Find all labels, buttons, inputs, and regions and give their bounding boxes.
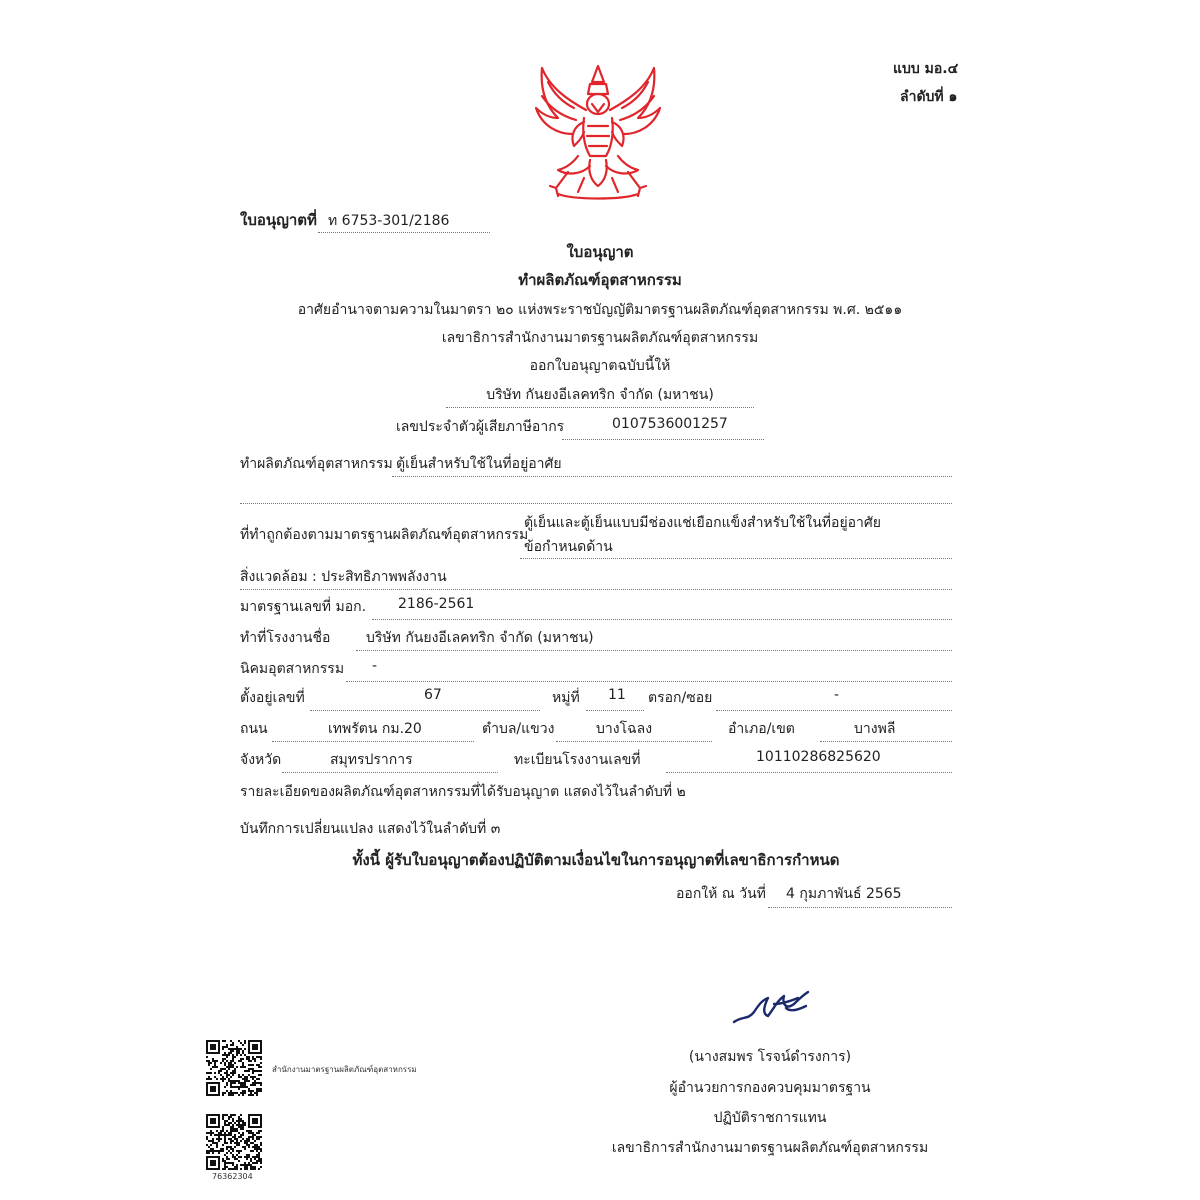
signatory-office: เลขาธิการสำนักงานมาตรฐานผลิตภัณฑ์อุตสาหกรรม xyxy=(611,1140,929,1156)
address-province-label: จังหวัด xyxy=(240,752,282,768)
issued-value: 4 กุมภาพันธ์ 2565 xyxy=(786,886,902,902)
address-soi-value: - xyxy=(834,687,840,703)
product-value: ตู้เย็นสำหรับใช้ในที่อยู่อาศัย xyxy=(396,456,562,472)
qr-code-top[interactable] xyxy=(206,1040,262,1096)
details-line2: บันทึกการเปลี่ยนแปลง แสดงไว้ในลำดับที่ ๓ xyxy=(240,821,501,837)
garuda-emblem xyxy=(528,60,668,202)
qr-code-bottom[interactable] xyxy=(206,1114,262,1170)
address-soi-label: ตรอก/ซอย xyxy=(648,690,713,706)
address-road-value: เทพรัตน กม.20 xyxy=(328,721,422,737)
garuda-icon xyxy=(528,60,668,202)
address-district-label: อำเภอ/เขต xyxy=(728,721,795,737)
address-moo-label: หมู่ที่ xyxy=(552,690,580,706)
standard-req-value1: ตู้เย็นและตู้เย็นแบบมีช่องแช่เยือกแข็งสำหรับใช้ในที่อยู่อาศัย xyxy=(524,515,882,531)
preamble-line1: อาศัยอำนาจตามความในมาตรา ๒๐ แห่งพระราชบัญญัติมาตรฐานผลิตภัณฑ์อุตสาหกรรม พ.ศ. ๒๕๑๑ xyxy=(297,302,903,318)
estate-value: - xyxy=(372,658,378,674)
form-code: แบบ มอ.๔ xyxy=(893,61,959,77)
standard-no-value: 2186-2561 xyxy=(398,596,475,612)
title-line1: ใบอนุญาต xyxy=(566,243,634,261)
factory-label: ทำที่โรงงานชื่อ xyxy=(240,630,331,646)
standard-req-label: ที่ทำถูกต้องตามมาตรฐานผลิตภัณฑ์อุตสาหกรรม xyxy=(240,527,529,543)
standard-req-value2: ข้อกำหนดด้าน xyxy=(524,539,613,555)
license-no-value: ท 6753-301/2186 xyxy=(328,213,450,229)
qr-number: 76362304 xyxy=(212,1172,253,1181)
address-district-value: บางพลี xyxy=(854,721,896,737)
estate-label: นิคมอุตสาหกรรม xyxy=(240,661,345,677)
address-no-value: 67 xyxy=(424,687,442,703)
signatory-acting: ปฏิบัติราชการแทน xyxy=(713,1110,827,1126)
address-province-value: สมุทรปราการ xyxy=(330,752,413,768)
environment-text: สิ่งแวดล้อม : ประสิทธิภาพพลังงาน xyxy=(240,569,447,585)
address-road-label: ถนน xyxy=(240,721,268,737)
license-no-label: ใบอนุญาตที่ xyxy=(240,211,317,229)
issued-label: ออกให้ ณ วันที่ xyxy=(676,886,766,902)
address-reg-value: 10110286825620 xyxy=(756,749,881,765)
signature xyxy=(728,986,818,1030)
standard-no-label: มาตรฐานเลขที่ มอก. xyxy=(240,599,367,615)
form-order: ลำดับที่ ๑ xyxy=(900,89,958,105)
title-line2: ทำผลิตภัณฑ์อุตสาหกรรม xyxy=(518,271,682,289)
footer-agency: สำนักงานมาตรฐานผลิตภัณฑ์อุตสาหกรรม xyxy=(272,1065,417,1074)
condition-text: ทั้งนี้ ผู้รับใบอนุญาตต้องปฏิบัติตามเงื่อนไขในการอนุญาตที่เลขาธิการกำหนด xyxy=(352,851,840,869)
tax-label: เลขประจำตัวผู้เสียภาษีอากร xyxy=(396,419,565,435)
factory-value: บริษัท กันยงอีเลคทริก จำกัด (มหาชน) xyxy=(366,630,594,646)
address-subdistrict-value: บางโฉลง xyxy=(596,721,653,737)
signature-icon xyxy=(728,986,818,1030)
preamble-line2: เลขาธิการสำนักงานมาตรฐานผลิตภัณฑ์อุตสาหกรรม xyxy=(441,330,759,346)
signatory-name: (นางสมพร โรจน์ดำรงการ) xyxy=(688,1049,852,1065)
signatory-position: ผู้อำนวยการกองควบคุมมาตรฐาน xyxy=(669,1080,871,1096)
preamble-line3: ออกใบอนุญาตฉบับนี้ให้ xyxy=(529,358,671,374)
product-label: ทำผลิตภัณฑ์อุตสาหกรรม xyxy=(240,456,393,472)
tax-value: 0107536001257 xyxy=(612,416,728,432)
licensee-name: บริษัท กันยงอีเลคทริก จำกัด (มหาชน) xyxy=(486,387,714,403)
address-no-label: ตั้งอยู่เลขที่ xyxy=(240,690,305,706)
address-moo-value: 11 xyxy=(608,687,626,703)
details-line1: รายละเอียดของผลิตภัณฑ์อุตสาหกรรมที่ได้รับอนุญาต แสดงไว้ในลำดับที่ ๒ xyxy=(240,784,686,800)
address-subdistrict-label: ตำบล/แขวง xyxy=(482,721,555,737)
address-reg-label: ทะเบียนโรงงานเลขที่ xyxy=(514,752,641,768)
qr-code-icon xyxy=(206,1040,262,1096)
qr-code-icon xyxy=(206,1114,262,1170)
